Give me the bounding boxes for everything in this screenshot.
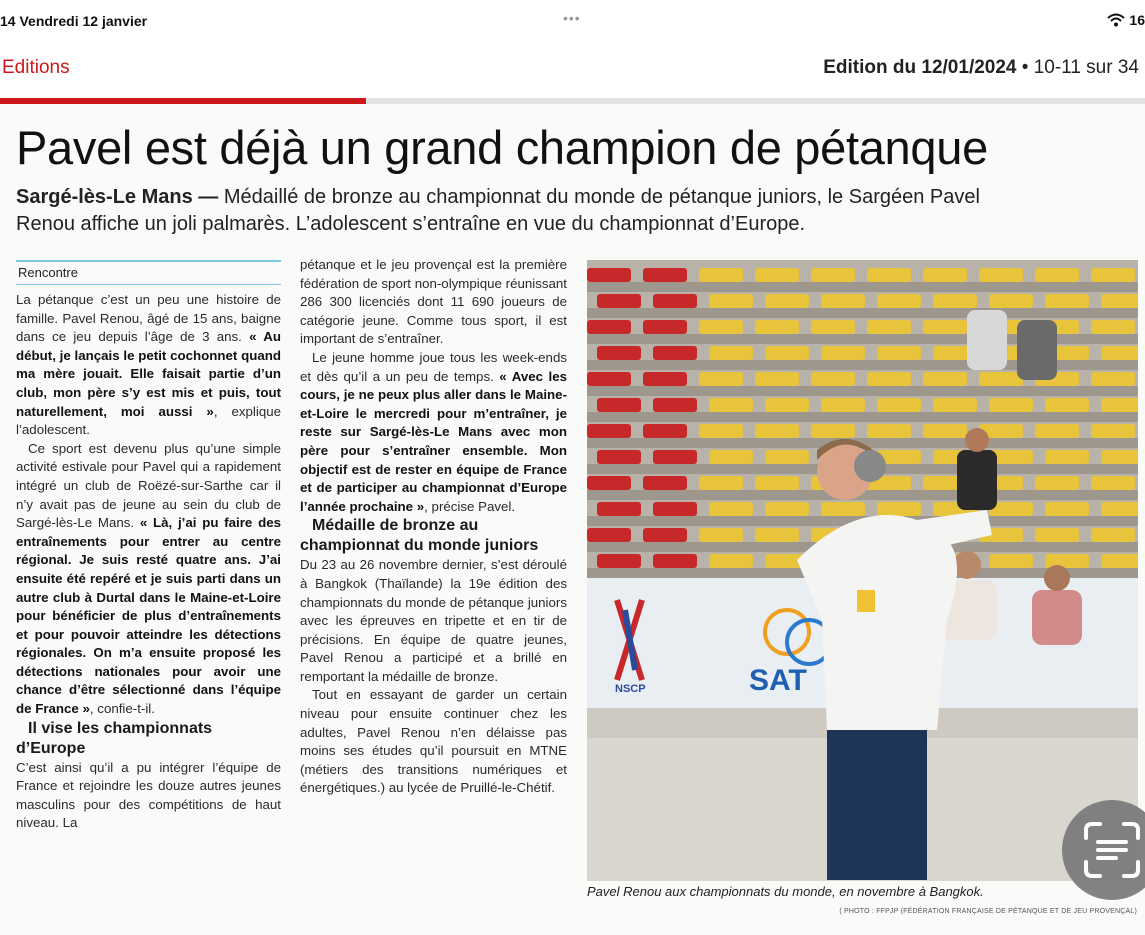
photo-caption: Pavel Renou aux championnats du monde, en novembre à Bangkok. (587, 884, 984, 899)
reader-toolbar (0, 44, 1145, 104)
article-page (0, 104, 1145, 935)
article-headline: Pavel est déjà un grand champion de pétanque (16, 121, 988, 174)
article-lede (16, 184, 1016, 238)
paragraph: Ce sport est devenu plus qu’une simple activité estivale pour Pavel qui a rapidement intégré un club de Roëzé-sur-Sarthe car il n’y avait pas de jeune au sein du club de Sargé-lès-Le Mans. « Là, j’ai pu faire des entraînements pour entrer au centre régional. Je suis resté quatre ans. J’ai ensuite été repéré et je suis parti dans un autre club à Durtal dans le Maine-et-Loire pour bénéficier de plus d’entraînements et pour pouvoir atteindre les détections régionales. On m’a ensuite proposé les détections nationales pour avoir une chance d’être sélectionné dans l’équipe de France », confie-t-il. (16, 440, 281, 717)
editions-button[interactable]: Editions (2, 57, 70, 78)
edition-date: Edition du 12/01/2024 (823, 57, 1017, 78)
svg-text:SAT: SAT (749, 664, 807, 697)
text-scan-icon (1062, 800, 1145, 900)
status-date: 14 Vendredi 12 janvier (0, 13, 148, 29)
article-column-2 (300, 256, 567, 798)
live-text-button[interactable] (1062, 800, 1145, 900)
svg-text:NSCP: NSCP (615, 683, 646, 695)
lede-text: Médaillé de bronze au championnat du monde de pétanque juniors, le Sargéen Pavel Renou affiche un joli palmarès. L’adolescent s’entraîne en vue du championnat d’Europe. (16, 186, 980, 235)
section-tag: Rencontre (16, 260, 281, 285)
edition-separator: • (1021, 57, 1029, 78)
article-column-1 (16, 260, 281, 833)
battery-level: 16 (1129, 12, 1145, 28)
edition-info (823, 57, 1139, 79)
status-right (1107, 12, 1145, 28)
paragraph: Tout en essayant de garder un certain niveau pour ensuite continuer chez les adultes, Pavel Renou n’en délaisse pas moins ses études qu’il poursuit en MTNE (métiers des transitions numériques et énergétiques.) au lycée de Pruillé-le-Chétif. (300, 687, 567, 796)
multitasking-dots[interactable]: ••• (563, 10, 581, 26)
photo-illustration (587, 260, 1138, 881)
subheading: Médaille de bronze au championnat du monde juniors (300, 517, 539, 555)
lede-place: Sargé-lès-Le Mans — (16, 186, 219, 208)
subheading: Il vise les championnats d’Europe (16, 719, 213, 757)
paragraph: pétanque et le jeu provençal est la première fédération de sport non-olympique réunissant 286 300 licenciés dont 11 690 joueurs de catégorie jeune. Comme tous sport, il est important de s’entraîner. (300, 257, 567, 347)
paragraph: La pétanque c’est un peu une histoire de famille. Pavel Renou, âgé de 15 ans, baigne dans ce jeu depuis l’âge de 3 ans. « Au début, je lançais le petit cochonnet quand ma mère jouait. Elle faisait partie d’un club, mon père s’y est mis et puis, tout naturellement, moi aussi », explique l’adolescent. (16, 292, 281, 438)
status-bar (0, 0, 1145, 44)
article-photo[interactable] (587, 260, 1138, 881)
paragraph: Le jeune homme joue tous les week-ends et dès qu’il a un peu de temps. « Avec les cours, je ne peux plus aller dans le Maine-et-Loire le mercredi pour m’entraîner, je reste sur Sargé-lès-Le Mans avec mon père pour s’entraîner ensemble. Mon objectif est de rester en équipe de France et de participer au championnat d’Europe l’année prochaine », précise Pavel. (300, 349, 567, 514)
wifi-icon (1107, 13, 1125, 27)
photo-credit: ( PHOTO : FFPJP (FÉDÉRATION FRANÇAISE DE PÉTANQUE ET DE JEU PROVENÇAL) (839, 908, 1137, 915)
page-indicator: 10-11 sur 34 (1033, 57, 1139, 78)
paragraph: C’est ainsi qu’il a pu intégrer l’équipe de France et rejoindre les douze autres jeunes masculins pour des compétitions de haut niveau. La (16, 759, 281, 831)
paragraph: Du 23 au 26 novembre dernier, s’est déroulé à Bangkok (Thaïlande) la 19e édition des championnats du monde de pétanque juniors avec les épreuves en tripette et en tir de précisions. En équipe de quatre jeunes, Pavel Renou a participé et a brillé en remportant la médaille de bronze. (300, 557, 567, 684)
